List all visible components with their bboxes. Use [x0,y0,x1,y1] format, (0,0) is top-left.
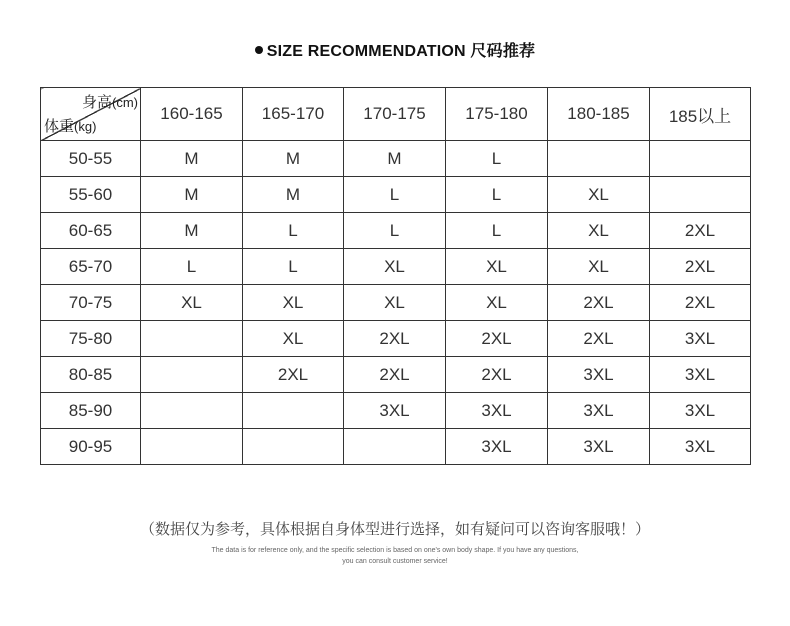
table-row [41,357,751,393]
table-row [41,141,751,177]
size-cell: 3XL [650,357,751,393]
size-cell: M [344,141,446,177]
table-row [41,285,751,321]
size-cell: L [141,249,243,285]
size-cell [243,429,344,465]
height-header-cell: 185以上 [650,88,751,141]
weight-cell: 85-90 [41,393,141,429]
size-cell [243,393,344,429]
size-cell: M [243,177,344,213]
height-header-cell: 180-185 [548,88,650,141]
height-header-cell: 165-170 [243,88,344,141]
weight-cell: 65-70 [41,249,141,285]
size-cell: 3XL [344,393,446,429]
reference-note-english [0,545,790,567]
size-cell: 2XL [446,321,548,357]
size-cell: XL [446,249,548,285]
size-cell: XL [344,285,446,321]
size-cell: L [344,177,446,213]
size-cell: 2XL [446,357,548,393]
size-cell: 2XL [344,321,446,357]
weight-cell: 90-95 [41,429,141,465]
size-cell: 2XL [650,213,751,249]
table-header-row [41,88,751,141]
size-cell [141,393,243,429]
size-cell: M [141,177,243,213]
size-cell: L [446,213,548,249]
height-axis-label: 身高(cm) [81,94,138,111]
size-cell: 3XL [446,393,548,429]
size-cell: 2XL [243,357,344,393]
size-cell: L [446,141,548,177]
bullet-dot-icon [255,46,263,54]
height-header-cell: 175-180 [446,88,548,141]
size-cell: 3XL [548,393,650,429]
page-title [0,38,790,61]
size-cell: 3XL [548,429,650,465]
size-cell [548,141,650,177]
size-cell [141,429,243,465]
size-cell: 3XL [650,393,751,429]
size-cell: M [141,213,243,249]
title-text: SIZE RECOMMENDATION 尺码推荐 [266,43,536,60]
weight-cell: 80-85 [41,357,141,393]
size-cell [141,321,243,357]
size-cell: XL [548,249,650,285]
note-english-line: The data is for reference only, and the specific selection is based on one's own body shape. If you have any questions, [211,547,579,554]
table-row [41,177,751,213]
size-cell: XL [548,213,650,249]
size-cell [141,357,243,393]
table-row [41,393,751,429]
size-cell: XL [344,249,446,285]
size-cell: XL [548,177,650,213]
size-cell: 2XL [548,321,650,357]
size-chart-table [40,87,751,465]
note-english-line: you can consult customer service! [342,558,448,565]
size-cell [650,141,751,177]
size-cell: 2XL [344,357,446,393]
size-cell: L [243,249,344,285]
weight-cell: 75-80 [41,321,141,357]
size-cell: XL [141,285,243,321]
weight-cell: 70-75 [41,285,141,321]
height-header-cell: 160-165 [141,88,243,141]
size-cell: L [446,177,548,213]
size-cell: M [243,141,344,177]
size-cell: 3XL [446,429,548,465]
size-cell [344,429,446,465]
size-cell: XL [446,285,548,321]
corner-header-cell [41,88,141,141]
size-cell: 2XL [650,285,751,321]
reference-note-chinese: （数据仅为参考，具体根据自身体型进行选择，如有疑问可以咨询客服哦！） [139,521,650,538]
size-cell: 2XL [548,285,650,321]
size-cell: 3XL [548,357,650,393]
weight-axis-label: 体重(kg) [44,118,97,135]
table-row [41,321,751,357]
table-row [41,213,751,249]
size-cell: L [344,213,446,249]
table-row [41,249,751,285]
size-cell: 2XL [650,249,751,285]
size-cell: 3XL [650,321,751,357]
size-cell: XL [243,321,344,357]
height-header-cell: 170-175 [344,88,446,141]
weight-cell: 55-60 [41,177,141,213]
size-cell: M [141,141,243,177]
table-row [41,429,751,465]
size-cell: L [243,213,344,249]
size-cell: XL [243,285,344,321]
weight-cell: 60-65 [41,213,141,249]
weight-cell: 50-55 [41,141,141,177]
size-cell: 3XL [650,429,751,465]
size-cell [650,177,751,213]
